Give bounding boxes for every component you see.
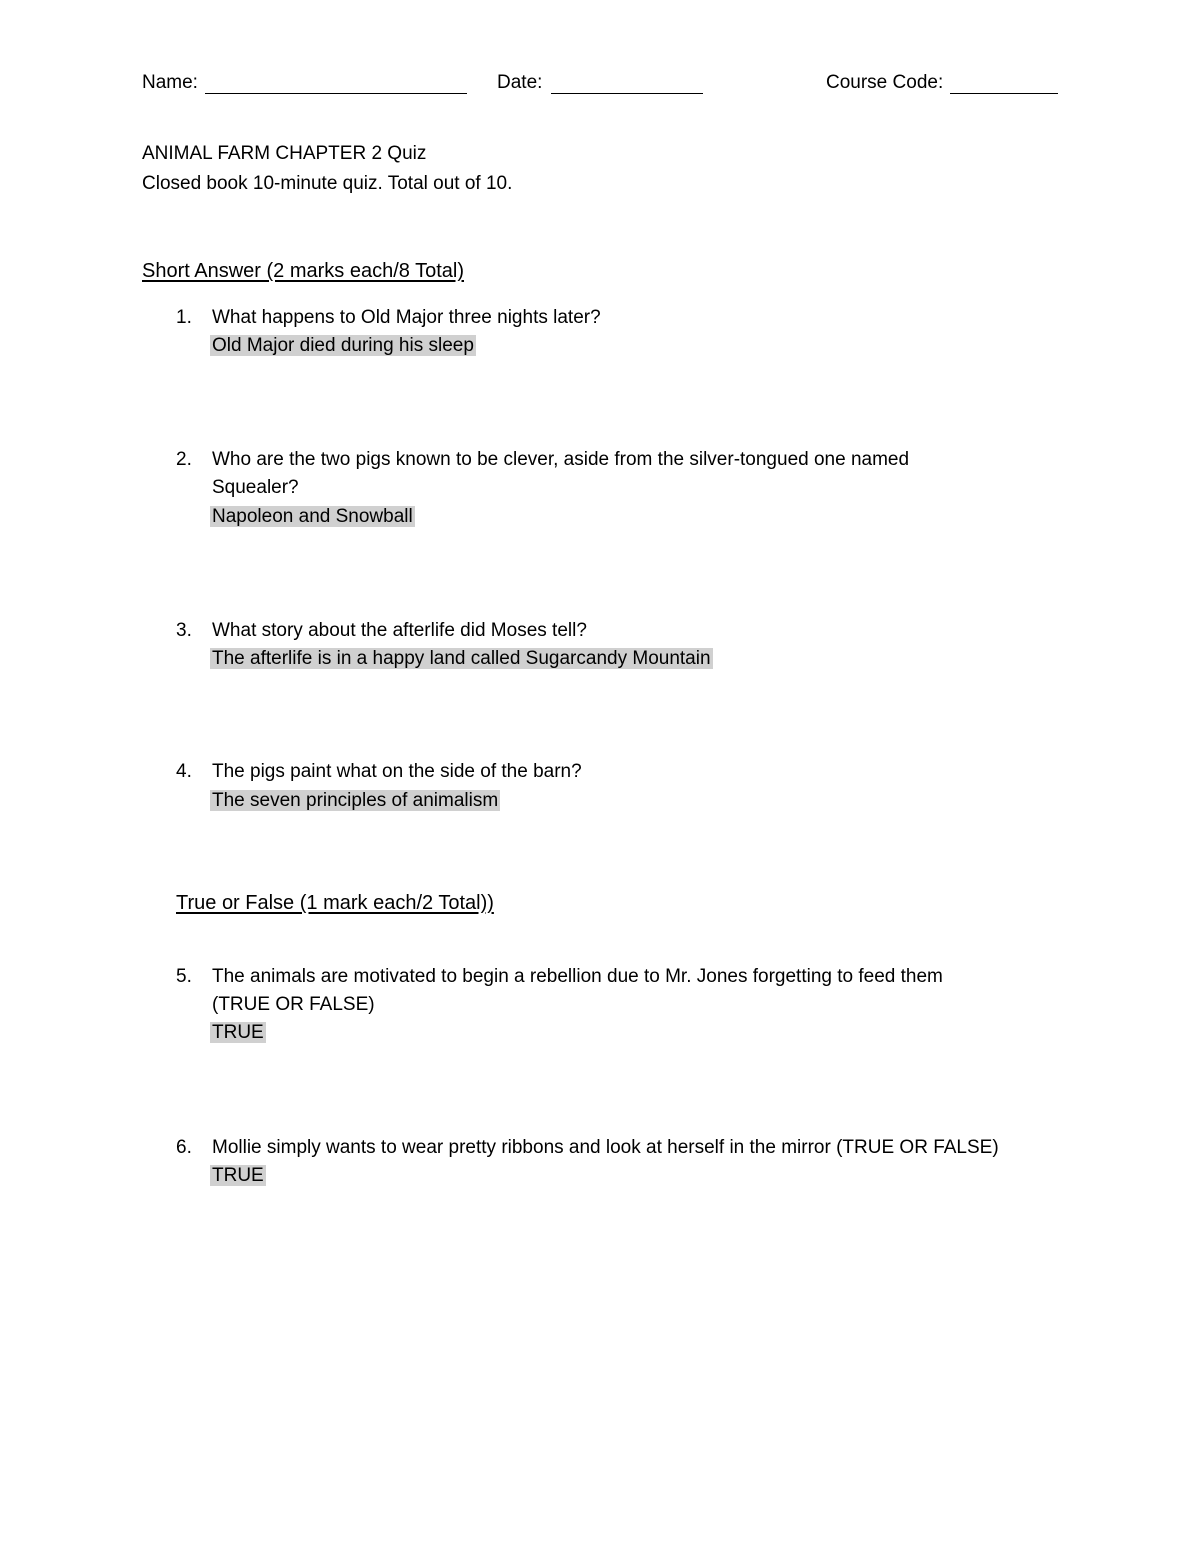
date-blank[interactable] [551,93,703,94]
question-number: 1. [176,307,192,328]
quiz-title: ANIMAL FARM CHAPTER 2 Quiz [142,143,427,164]
course-code-label: Course Code: [826,72,944,93]
short-answer-heading: Short Answer (2 marks each/8 Total) [142,260,464,282]
name-blank[interactable] [205,93,467,94]
date-label: Date: [497,72,543,93]
answer-highlight: TRUE [212,1022,264,1043]
question-number: 6. [176,1137,192,1158]
answer-highlight: TRUE [212,1165,264,1186]
question-text: What story about the afterlife did Moses tell? [212,620,587,641]
name-label: Name: [142,72,198,93]
true-false-heading: True or False (1 mark each/2 Total)) [176,892,494,914]
question-number: 4. [176,761,192,782]
question-number: 2. [176,449,192,470]
quiz-instructions: Closed book 10-minute quiz. Total out of 10. [142,173,513,194]
question-text: (TRUE OR FALSE) [212,994,375,1015]
course-code-blank[interactable] [950,93,1058,94]
answer-highlight: Old Major died during his sleep [212,335,474,356]
question-text: Who are the two pigs known to be clever, aside from the silver-tongued one named [212,449,910,470]
question-text: Mollie simply wants to wear pretty ribbons and look at herself in the mirror (TRUE OR FALSE) [212,1137,999,1158]
question-number: 5. [176,966,192,987]
question-text: The pigs paint what on the side of the barn? [212,761,582,782]
answer-highlight: The afterlife is in a happy land called Sugarcandy Mountain [212,648,711,669]
answer-highlight: The seven principles of animalism [212,790,499,811]
question-text: Squealer? [212,477,299,498]
question-number: 3. [176,620,192,641]
question-text: The animals are motivated to begin a rebellion due to Mr. Jones forgetting to feed them [212,966,943,987]
question-text: What happens to Old Major three nights later? [212,307,601,328]
answer-highlight: Napoleon and Snowball [212,506,413,527]
